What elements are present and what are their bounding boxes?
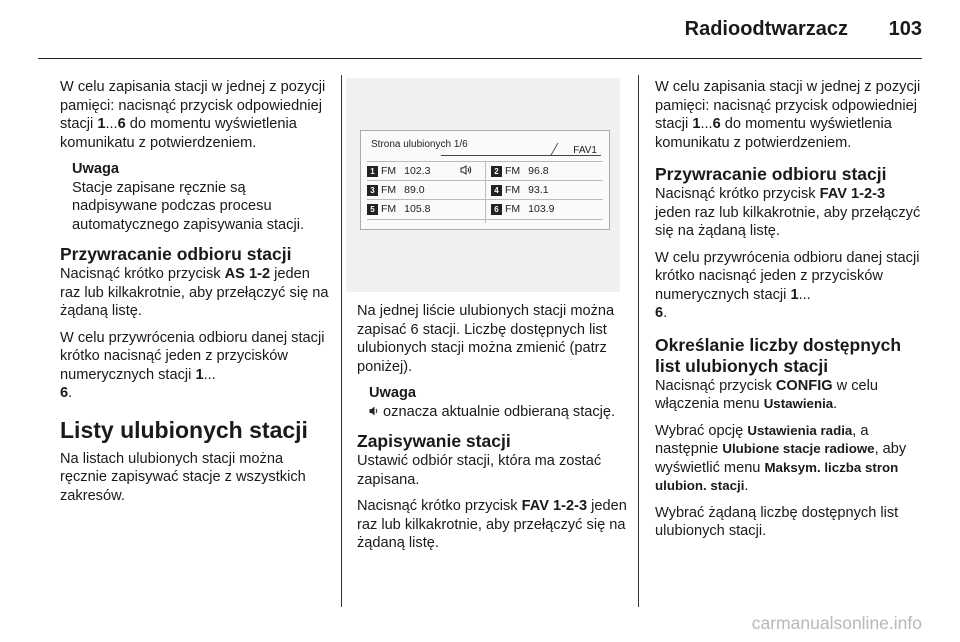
paragraph: Ustawić odbiór stacji, która ma zostać zapisana. bbox=[357, 453, 602, 488]
note-text: Stacje zapisane ręcznie są nadpisywane podczas procesu automatycznego zapisywania stacji. bbox=[72, 179, 304, 233]
paragraph: Na listach ulubionych stacji można ręcznie zapisywać stacje z wszystkich zakresów. bbox=[60, 450, 306, 504]
note-box bbox=[72, 160, 332, 234]
header-divider bbox=[38, 58, 922, 59]
paragraph: W celu zapisania stacji w jednej z pozycji pamięci: nacisnąć przycisk odpowiedniej stacji 1...6 do momentu wyświetlenia komunikatu z potwierdzeniem. bbox=[655, 79, 921, 151]
note-heading: Uwaga bbox=[72, 161, 120, 177]
screen-title: Strona ulubionych 1/6 bbox=[371, 139, 468, 150]
page-header bbox=[0, 0, 960, 60]
speaker-icon bbox=[369, 403, 379, 422]
chapter-heading: Listy ulubionych stacji bbox=[60, 416, 308, 443]
section-heading: Określanie liczby dostępnych list ulubionych stacji bbox=[655, 334, 902, 376]
paragraph: Wybrać opcję Ustawienia radia, a następnie Ulubione stacje radiowe, aby wyświetlić menu Maksym. liczba stron ulubion. stacji. bbox=[655, 422, 907, 494]
column-left bbox=[60, 78, 332, 513]
preset-slot-1: 1 FM 102.3 bbox=[367, 163, 472, 179]
paragraph: Nacisnąć przycisk CONFIG w celu włączenia menu Ustawienia. bbox=[655, 377, 879, 412]
preset-slot-3: 3 FM 89.0 bbox=[367, 182, 425, 198]
paragraph: W celu przywrócenia odbioru danej stacji krótko nacisnąć jeden z przycisków numerycznych stacji 1... 6. bbox=[60, 329, 325, 401]
preset-slot-6: 6 FM 103.9 bbox=[491, 201, 554, 217]
column-middle bbox=[357, 302, 629, 561]
watermark: carmanualsonline.info bbox=[751, 613, 922, 633]
paragraph: Na jednej liście ulubionych stacji można zapisać 6 stacji. Liczbę dostępnych list ulubionych stacji można zmienić (patrz poniżej). bbox=[357, 303, 615, 375]
paragraph: W celu przywrócenia odbioru danej stacji krótko nacisnąć jeden z przycisków numerycznych stacji 1... 6. bbox=[655, 249, 920, 321]
note-box bbox=[369, 384, 629, 421]
preset-slot-5: 5 FM 105.8 bbox=[367, 201, 430, 217]
note-heading: Uwaga bbox=[369, 385, 417, 401]
paragraph: Nacisnąć krótko przycisk FAV 1-2-3 jeden raz lub kilkakrotnie, aby przełączyć się na żądaną listę. bbox=[357, 498, 627, 551]
favourites-screen-image bbox=[346, 78, 620, 292]
fav-label: FAV1 bbox=[573, 145, 597, 156]
section-heading: Przywracanie odbioru stacji bbox=[60, 244, 292, 264]
column-right bbox=[655, 78, 923, 549]
column-divider-2 bbox=[638, 75, 639, 607]
paragraph: Nacisnąć krótko przycisk FAV 1-2-3 jeden raz lub kilkakrotnie, aby przełączyć się na żądaną listę. bbox=[655, 186, 921, 239]
preset-slot-4: 4 FM 93.1 bbox=[491, 182, 549, 198]
paragraph: W celu zapisania stacji w jednej z pozycji pamięci: nacisnąć przycisk odpowiedniej stacji 1...6 do momentu wyświetlenia komunikatu z potwierdzeniem. bbox=[60, 79, 326, 151]
paragraph: Nacisnąć krótko przycisk AS 1-2 jeden raz lub kilkakrotnie, aby przełączyć się na żądaną listę. bbox=[60, 266, 329, 319]
preset-slot-2: 2 FM 96.8 bbox=[491, 163, 549, 179]
page-number: 103 bbox=[888, 18, 922, 40]
section-heading: Zapisywanie stacji bbox=[357, 431, 511, 451]
note-text: oznacza aktualnie odbieraną stację. bbox=[369, 403, 629, 422]
favourites-panel bbox=[360, 130, 610, 230]
section-heading: Przywracanie odbioru stacji bbox=[655, 164, 887, 184]
column-divider-1 bbox=[341, 75, 342, 607]
section-title: Radioodtwarzacz bbox=[684, 18, 848, 40]
paragraph: Wybrać żądaną liczbę dostępnych list ulubionych stacji. bbox=[655, 504, 899, 539]
speaker-icon bbox=[460, 165, 472, 178]
